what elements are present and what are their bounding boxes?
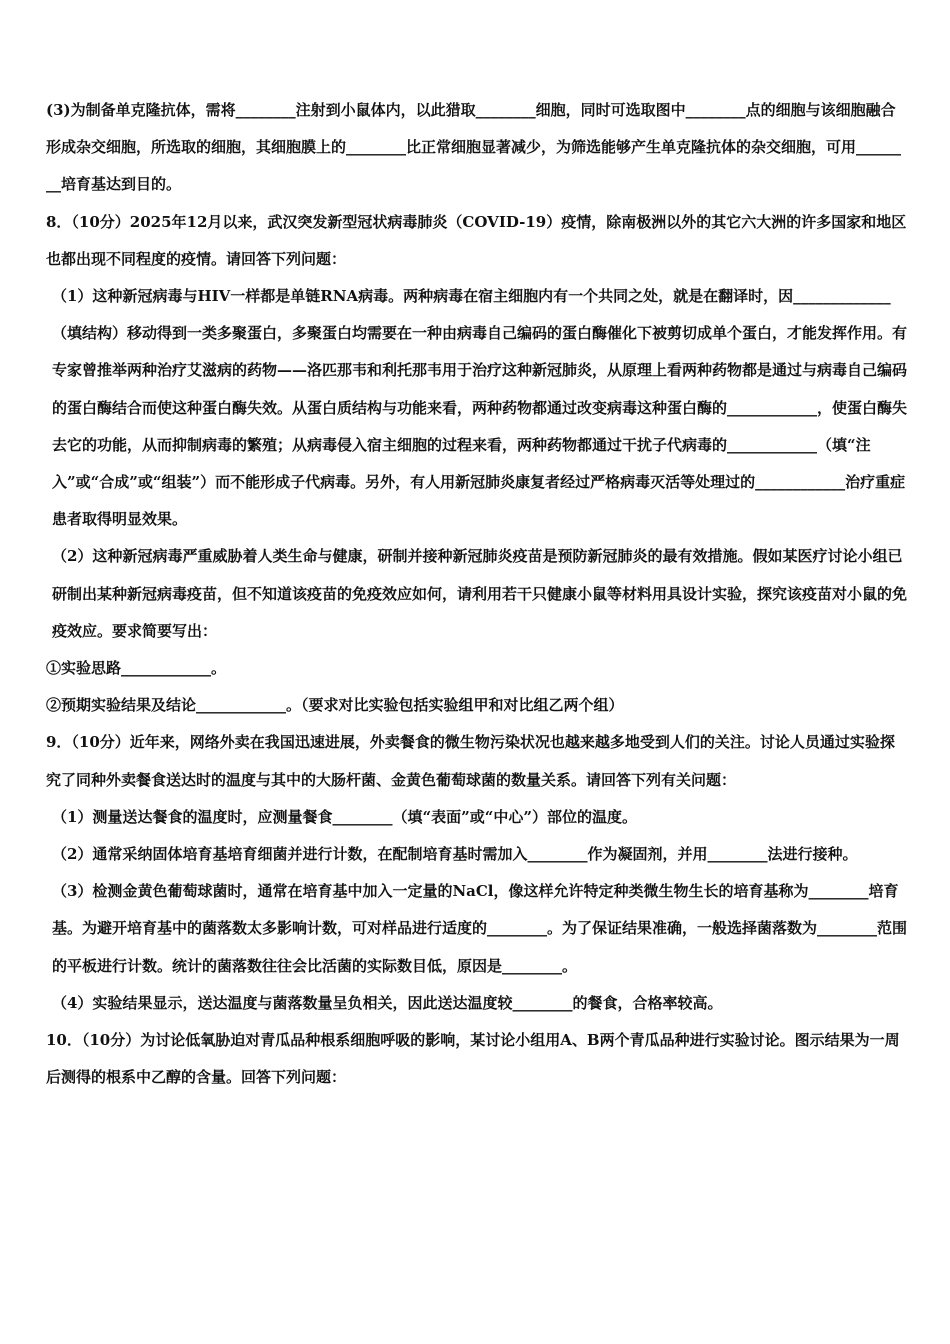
question-9-stem: 9．（10分）近年来，网络外卖在我国迅速进展，外卖餐食的微生物污染状况也越来越多地受到人们的关注。讨论人员通过实验探究了同种外卖餐食送达时的温度与其中的大肠杆菌、金黄色葡萄球菌的数量关系。请回答下列有关问题： (46, 733, 895, 789)
question-8-item-1: ①实验思路____________。 (46, 659, 227, 678)
question-9-part-3: （3）检测金黄色葡萄球菌时，通常在培育基中加入一定量的NaCl，像这样允许特定种类微生物生长的培育基称为________培育基。为避开培育基中的菌落数太多影响计数，可对样品进行适度的________。为了保证结果准确，一般选择菌落数为________范围的平板进行计数。统计的菌落数往往会比活菌的实际数目低，原因是________。 (52, 882, 908, 975)
question-9-part-1: （1）测量送达餐食的温度时，应测量餐食________（填“表面”或“中心”）部位的温度。 (52, 807, 637, 826)
document-body (46, 92, 908, 1096)
question-8-part-2: （2）这种新冠病毒严重威胁着人类生命与健康，研制并接种新冠肺炎疫苗是预防新冠肺炎的最有效措施。假如某医疗讨论小组已研制出某种新冠病毒疫苗，但不知道该疫苗的免疫效应如何，请利用若干只健康小鼠等材料用具设计实验，探究该疫苗对小鼠的免疫效应。要求简要写出： (52, 547, 908, 640)
question-9-part-4: （4）实验结果显示，送达温度与菌落数量呈负相关，因此送达温度较________的餐食，合格率较高。 (52, 993, 723, 1012)
paragraph-part-3: (3)为制备单克隆抗体，需将________注射到小鼠体内，以此猎取________细胞，同时可选取图中________点的细胞与该细胞融合形成杂交细胞，所选取的细胞，其细胞膜上的________比正常细胞显著减少，为筛选能够产生单克隆抗体的杂交细胞，可用________培育基达到目的。 (46, 101, 902, 194)
question-8-item-2: ②预期实验结果及结论____________。（要求对比实验包括实验组甲和对比组乙两个组） (46, 696, 624, 715)
question-10-stem: 10．（10分）为讨论低氧胁迫对青瓜品种根系细胞呼吸的影响，某讨论小组用A、B两个青瓜品种进行实验讨论。图示结果为一周后测得的根系中乙醇的含量。回答下列问题： (46, 1031, 900, 1087)
question-8-part-1: （1）这种新冠病毒与HIV一样都是单链RNA病毒。两种病毒在宿主细胞内有一个共同之处，就是在翻译时，因_____________（填结构）移动得到一类多聚蛋白，多聚蛋白均需要在一种由病毒自己编码的蛋白酶催化下被剪切成单个蛋白，才能发挥作用。有专家曾推举两种治疗艾滋病的药物——洛匹那韦和利托那韦用于治疗这种新冠肺炎，从原理上看两种药物都是通过与病毒自己编码的蛋白酶结合而使这种蛋白酶失效。从蛋白质结构与功能来看，两种药物都通过改变病毒这种蛋白酶的____________，使蛋白酶失去它的功能，从而抑制病毒的繁殖；从病毒侵入宿主细胞的过程来看，两种药物都通过干扰子代病毒的____________（填“注入”或“合成”或“组装”）而不能形成子代病毒。另外，有人用新冠肺炎康复者经过严格病毒灭活等处理过的____________治疗重症患者取得明显效果。 (52, 287, 908, 529)
question-8-stem: 8．（10分）2025年12月以来，武汉突发新型冠状病毒肺炎（COVID-19）疫情，除南极洲以外的其它六大洲的许多国家和地区也都出现不同程度的疫情。请回答下列问题： (46, 212, 907, 268)
question-9-part-2: （2）通常采纳固体培育基培育细菌并进行计数，在配制培育基时需加入________作为凝固剂，并用________法进行接种。 (52, 845, 858, 864)
